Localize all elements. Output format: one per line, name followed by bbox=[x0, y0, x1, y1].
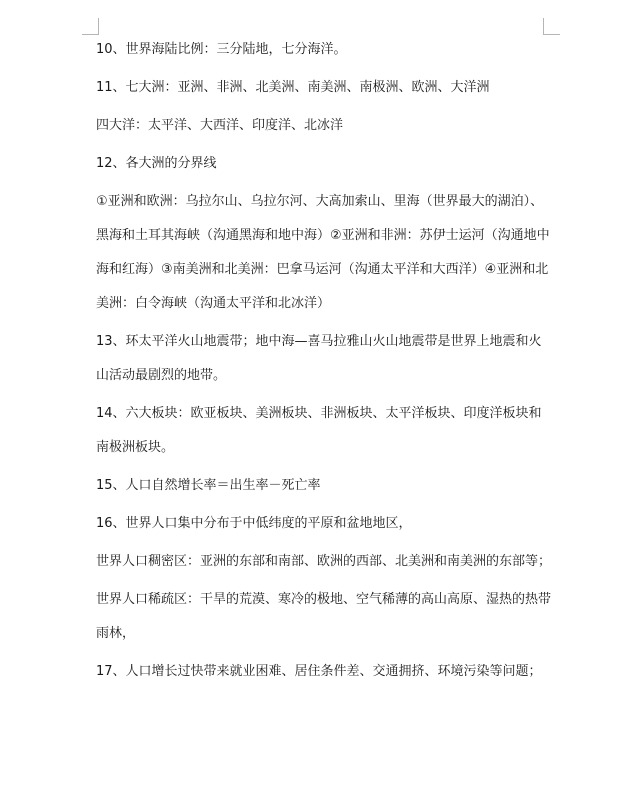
paragraph-10 bbox=[96, 40, 546, 60]
paragraph-16 bbox=[96, 514, 546, 534]
text-line: 黑海和土耳其海峡（沟通黑海和地中海）②亚洲和非洲：苏伊士运河（沟通地中 bbox=[96, 228, 550, 243]
text-line: 12、各大洲的分界线 bbox=[96, 156, 217, 171]
paragraph-17 bbox=[96, 662, 546, 682]
text-line: 山活动最剧烈的地带。 bbox=[96, 368, 227, 383]
text-line: 14、六大板块：欧亚板块、美洲板块、非洲板块、太平洋板块、印度洋板块和 bbox=[96, 406, 542, 421]
text-line: 南极洲板块。 bbox=[96, 440, 175, 455]
paragraph-oceans bbox=[96, 116, 546, 136]
text-line: 世界人口稀疏区：干旱的荒漠、寒冷的极地、空气稀薄的高山高原、湿热的热带 bbox=[96, 592, 552, 607]
text-line: 17、人口增长过快带来就业困难、居住条件差、交通拥挤、环境污染等问题； bbox=[96, 664, 542, 679]
paragraph-sparse-areas bbox=[96, 583, 552, 651]
margin-corner-top-right bbox=[543, 18, 560, 35]
paragraph-boundaries bbox=[96, 185, 550, 321]
text-line: 美洲：白令海峡（沟通太平洋和北冰洋） bbox=[96, 296, 331, 311]
text-line: 10、世界海陆比例：三分陆地，七分海洋。 bbox=[96, 42, 347, 57]
text-line: 16、世界人口集中分布于中低纬度的平原和盆地地区， bbox=[96, 516, 412, 531]
text-line: 15、人口自然增长率＝出生率－死亡率 bbox=[96, 478, 321, 493]
paragraph-12 bbox=[96, 154, 546, 174]
paragraph-13 bbox=[96, 325, 546, 393]
text-line: ①亚洲和欧洲：乌拉尔山、乌拉尔河、大高加索山、里海（世界最大的湖泊）、 bbox=[96, 194, 544, 209]
text-line: 四大洋：太平洋、大西洋、印度洋、北冰洋 bbox=[96, 118, 344, 133]
paragraph-14 bbox=[96, 397, 546, 465]
margin-corner-top-left bbox=[82, 18, 99, 35]
paragraph-dense-areas bbox=[96, 552, 552, 572]
text-line: 13、环太平洋火山地震带；地中海—喜马拉雅山火山地震带是世界上地震和火 bbox=[96, 334, 542, 349]
text-line: 海和红海）③南美洲和北美洲：巴拿马运河（沟通太平洋和大西洋）④亚洲和北 bbox=[96, 262, 549, 277]
paragraph-11 bbox=[96, 78, 546, 98]
text-line: 雨林， bbox=[96, 626, 136, 641]
text-line: 11、七大洲：亚洲、非洲、北美洲、南美洲、南极洲、欧洲、大洋洲 bbox=[96, 80, 490, 95]
text-line: 世界人口稠密区：亚洲的东部和南部、欧洲的西部、北美洲和南美洲的东部等； bbox=[96, 554, 552, 569]
document-body bbox=[96, 40, 552, 700]
paragraph-15 bbox=[96, 476, 546, 496]
